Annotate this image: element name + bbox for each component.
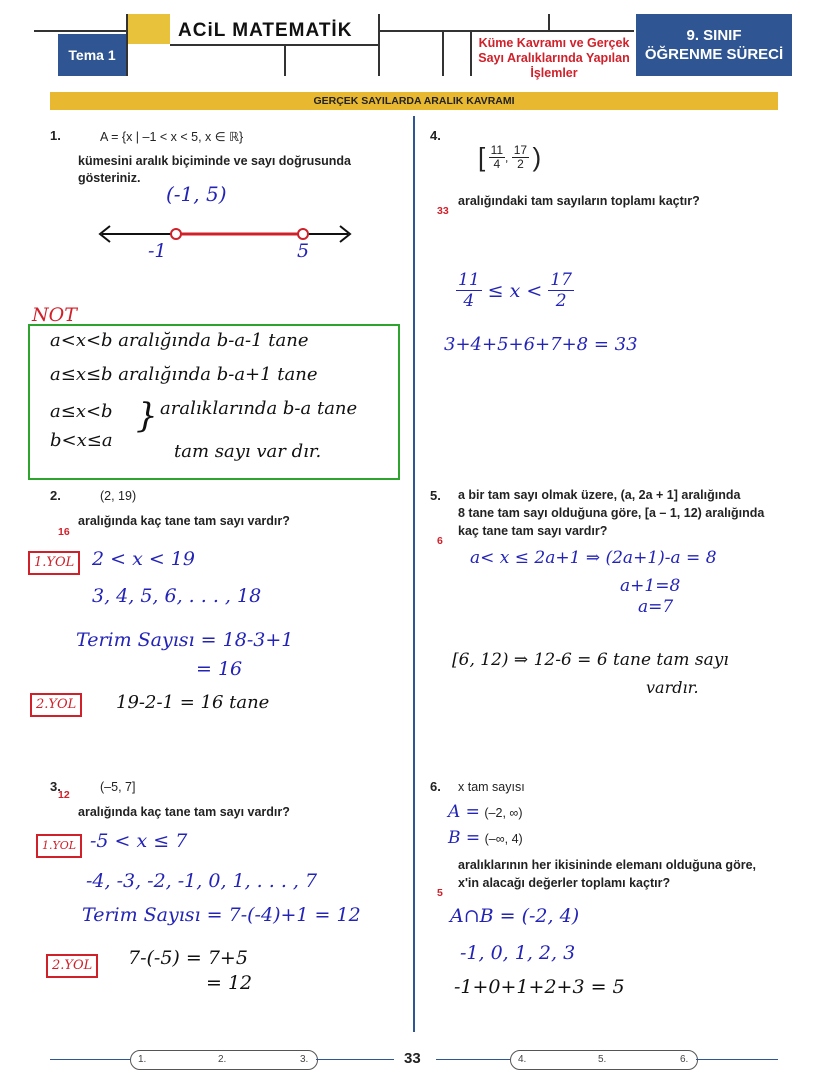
q3-hw-5: = 12: [206, 972, 253, 994]
q6-number: 6.: [430, 779, 441, 794]
grade-line-2: ÖĞRENME SÜRECİ: [644, 46, 784, 63]
note-line-1: a<x<b aralığında b-a-1 tane: [50, 330, 309, 351]
q2-answer: 16: [58, 526, 70, 538]
q1-hw-interval: (-1, 5): [166, 182, 227, 206]
header-accent-box: [128, 14, 170, 44]
q6-text-1: aralıklarının her ikisininde elemanı olduğuna göre,: [458, 858, 756, 872]
q2-hw-2: 3, 4, 5, 6, . . . , 18: [92, 585, 262, 607]
q6-text-0: x tam sayısı: [458, 780, 525, 794]
open-point-left: [171, 229, 181, 239]
column-divider: [413, 116, 415, 1032]
q4-text: aralığındaki tam sayıların toplamı kaçtır?: [458, 194, 700, 208]
grade-box: [636, 14, 792, 76]
q2-number: 2.: [50, 488, 61, 503]
theme-label: Tema 1: [58, 34, 126, 76]
q5-text-3: kaç tane tam sayı vardır?: [458, 524, 608, 538]
q6-set-a: A = (–2, ∞): [448, 802, 523, 822]
q4-right-fraction: $\frac{17}{2}$: [513, 143, 528, 171]
q4-answer: 33: [437, 205, 449, 217]
q6-hw-3: -1+0+1+2+3 = 5: [454, 976, 625, 998]
q2-hw-5: 19-2-1 = 16 tane: [116, 692, 270, 713]
q6-hw-1: A∩B = (-2, 4): [450, 905, 580, 927]
open-point-right: [298, 229, 308, 239]
q5-hw-5: vardır.: [646, 678, 699, 697]
q3-text: aralığında kaç tane tam sayı vardır?: [78, 805, 290, 819]
note-line-3: a≤x<b: [50, 401, 113, 422]
q2-yol2-label: 2.YOL: [30, 693, 82, 717]
q5-hw-1: a< x ≤ 2a+1 ⇒ (2a+1)-a = 8: [470, 548, 717, 568]
q3-hw-2: -4, -3, -2, -1, 0, 1, . . . , 7: [86, 870, 318, 892]
note-line-5: aralıklarında b-a tane: [160, 398, 358, 419]
q3-hw-1: -5 < x ≤ 7: [90, 830, 188, 852]
q6-hw-2: -1, 0, 1, 2, 3: [460, 942, 576, 964]
footer-rule-4: [696, 1059, 778, 1060]
q3-hw-3: Terim Sayısı = 7-(-4)+1 = 12: [82, 904, 361, 926]
footer-rule-2: [316, 1059, 394, 1060]
note-line-4: b<x≤a: [50, 430, 113, 451]
q3-yol1-label: 1.YOL: [36, 834, 82, 858]
footer-left-1: 1.: [138, 1054, 147, 1065]
footer-right-1: 4.: [518, 1054, 527, 1065]
q5-hw-3: a=7: [638, 597, 674, 617]
note-brace: }: [136, 396, 158, 436]
q3-number: 3.: [50, 779, 61, 794]
q3-hw-4: 7-(-5) = 7+5: [128, 947, 248, 969]
q3-answer: 12: [58, 789, 70, 801]
footer-right-2: 5.: [598, 1054, 607, 1065]
page-number: 33: [404, 1050, 421, 1067]
footer-rule-3: [436, 1059, 510, 1060]
q4-number: 4.: [430, 128, 441, 143]
q2-hw-4: = 16: [196, 658, 243, 680]
q4-hw-1: $\frac{11}{4}$ ≤ x < $\frac{17}{2}$: [458, 270, 572, 311]
q5-text-1: a bir tam sayı olmak üzere, (a, 2a + 1] aralığında: [458, 488, 741, 502]
q5-number: 5.: [430, 488, 441, 503]
q1-set: A = {x | –1 < x < 5, x ∈ ℝ}: [100, 130, 244, 144]
section-title: GERÇEK SAYILARDA ARALIK KAVRAMI: [50, 92, 778, 110]
footer-left-2: 2.: [218, 1054, 227, 1065]
q3-yol2-label: 2.YOL: [46, 954, 98, 978]
q6-text-2: x'in alacağı değerler toplamı kaçtır?: [458, 876, 671, 890]
q1-number: 1.: [50, 128, 61, 143]
q1-hw-left: -1: [148, 240, 167, 262]
q1-text: kümesini aralık biçiminde ve sayı doğrusunda gösteriniz.: [78, 154, 352, 185]
note-line-6: tam sayı var dır.: [174, 441, 322, 462]
publisher-logo: ACiL MATEMATİK: [178, 20, 353, 41]
footer-right-3: 6.: [680, 1054, 689, 1065]
q3-interval: (–5, 7]: [100, 780, 136, 794]
q2-hw-1: 2 < x < 19: [92, 548, 195, 570]
grade-line-1: 9. SINIF: [686, 27, 742, 44]
note-line-2: a≤x≤b aralığında b-a+1 tane: [50, 364, 318, 385]
q6-answer: 5: [437, 887, 443, 899]
q5-hw-4: [6, 12) ⇒ 12-6 = 6 tane tam sayı: [452, 650, 729, 670]
note-label: NOT: [32, 304, 77, 326]
q2-text: aralığında kaç tane tam sayı vardır?: [78, 514, 290, 528]
q2-yol1-label: 1.YOL: [28, 551, 80, 575]
q4-hw-2: 3+4+5+6+7+8 = 33: [444, 334, 638, 355]
q6-set-b: B = (–∞, 4): [448, 828, 523, 848]
q5-text-2: 8 tane tam sayı olduğuna göre, [a – 1, 12) aralığında: [458, 506, 765, 520]
subject-title: Küme Kavramı ve Gerçek Sayı Aralıklarında Yapılan İşlemler: [478, 36, 630, 80]
q5-hw-2: a+1=8: [620, 576, 681, 596]
q2-interval: (2, 19): [100, 489, 137, 503]
q4-left-fraction: $\frac{11}{4}$: [490, 143, 504, 171]
q5-answer: 6: [437, 535, 443, 547]
footer-left-3: 3.: [300, 1054, 309, 1065]
q2-hw-3: Terim Sayısı = 18-3+1: [76, 629, 294, 651]
q4-interval: [ $\frac{11}{4}$ , $\frac{17}{2}$ ): [478, 142, 542, 172]
q1-number-line: [96, 222, 356, 252]
footer-rule-1: [50, 1059, 130, 1060]
q1-hw-right: 5: [297, 240, 310, 262]
